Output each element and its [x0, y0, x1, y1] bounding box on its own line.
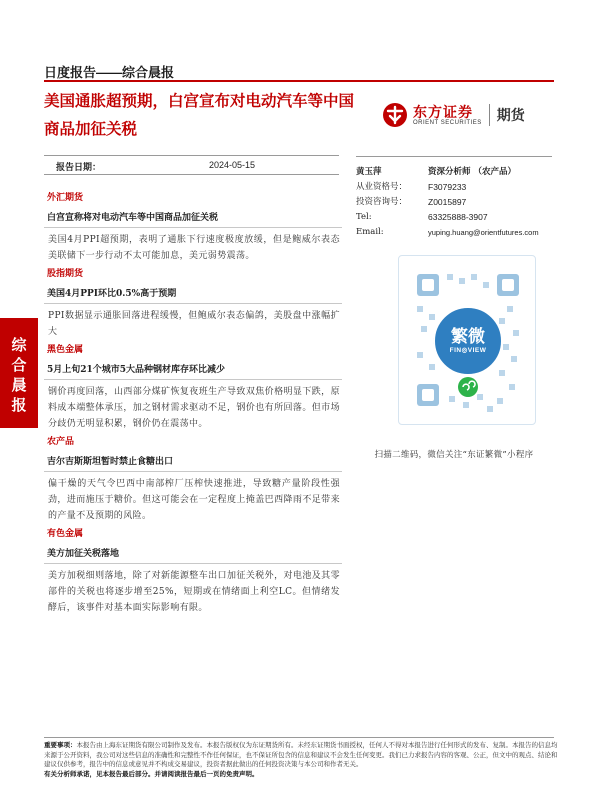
tel-value: 63325888-3907: [428, 212, 488, 222]
license-value: F3079233: [428, 182, 467, 192]
section-body: 美国4月PPI超预期，表明了通胀下行速度极度放缓，但是鲍威尔表态美联储下一步行动不太可能加息，美元弱势震荡。: [48, 235, 340, 261]
consult-label: 投资咨询号：: [356, 197, 408, 207]
qr-caption: 扫描二维码，微信关注“东证繁微”小程序: [374, 450, 534, 460]
section-headline: 5月上旬21个城市5大品种钢材库存环比减少: [47, 365, 226, 375]
report-type: 日度报告——综合晨报: [44, 65, 175, 80]
disclaimer-label: 重要事项：: [44, 741, 77, 749]
brand-name-en: ORIENT SECURITIES: [413, 120, 482, 126]
section-category: 股指期货: [47, 268, 84, 278]
section-nonferrous: [44, 526, 342, 616]
disclaimer-text: 本报告由上海东证期货有限公司制作及发布。本报告版权仅为东证期货所有。未经东证期货书面授权，任何人不得对本报告进行任何形式的发布、复制。本报告的信息均来源于公开资料，我公司对这些信息的准确性和完整性不作任何保证，也不保证所包含的信息和建议不会发生任何变更。我们已力求报告内容的客观、公正，但文中的观点、结论和建议仅供参考，报告中的信息或意见并不构成交易建议，投资者据此做出的任何投资决策与本公司和作者无关。: [44, 741, 558, 768]
header-divider: [44, 80, 554, 82]
brand-name-cn: 东方证券: [413, 104, 473, 120]
logo-divider: [489, 104, 490, 126]
section-category: 有色金属: [47, 528, 84, 538]
brand-division: 期货: [496, 107, 525, 123]
analyst-title: 资深分析师 （农产品）: [428, 167, 516, 177]
section-headline: 白宫宣称将对电动汽车等中国商品加征关税: [47, 213, 219, 223]
report-date-value: 2024-05-15: [209, 160, 256, 170]
email-link[interactable]: yuping.huang@orientfutures.com: [428, 228, 539, 237]
report-title: 美国通胀超预期，白宫宣布对电动汽车等中国商品加征关税: [44, 93, 355, 138]
analyst-card: [356, 165, 552, 240]
section-category: 外汇期货: [47, 192, 84, 202]
tel-label: Tel:: [356, 212, 372, 222]
section-divider: [44, 227, 342, 228]
analyst-divider: [356, 156, 552, 157]
section-body: 偏干燥的天气令巴西中南部榨厂压榨快速推进，导致糖产量阶段性强劲，进而施压于糖价。但这可能会在一定程度上掩盖巴西降雨不足带来的产量不及预期的风险。: [48, 479, 340, 521]
market-sections: [44, 190, 342, 618]
analyst-name: 黄玉萍: [356, 167, 382, 177]
qr-brand-en: FIN◎VIEW: [449, 347, 487, 354]
section-headline: 美方加征关税落地: [47, 549, 120, 559]
report-date-label: 报告日期：: [56, 163, 102, 173]
disclaimer: [44, 741, 559, 779]
email-label: Email:: [356, 227, 384, 237]
section-divider: [44, 563, 342, 564]
brand-logo: [382, 100, 534, 130]
section-divider: [44, 471, 342, 472]
footer-divider: [44, 737, 554, 738]
section-divider: [44, 379, 342, 380]
section-body: 钢价再度回落，山西部分煤矿恢复夜班生产导致双焦价格明显下跌，原料成本端整体承压，加之钢材需求驱动不足，钢价也有所回落。但市场分歧仍无明显积累，钢价仍在震荡中。: [48, 387, 340, 429]
disclaimer-note: 有关分析师承诺，见本报告最后部分。并请阅读报告最后一页的免责声明。: [44, 769, 259, 778]
section-category: 农产品: [47, 436, 75, 446]
report-date-row: [44, 155, 339, 175]
section-fx: [44, 190, 342, 264]
section-ferrous: [44, 342, 342, 432]
section-index-futures: [44, 266, 342, 340]
section-agri: [44, 434, 342, 524]
section-divider: [44, 303, 342, 304]
section-category: 黑色金属: [47, 344, 84, 354]
qr-code[interactable]: [398, 255, 536, 425]
section-body: 美方加税细则落地，除了对新能源整车出口加征关税外，对电池及其零部件的关税也将逐步增至25%，短期或在情绪面上利空LC。但情绪发酵后，该事件对基本面实际影响有限。: [48, 571, 340, 613]
section-body: PPI数据显示通胀回落进程缓慢，但鲍威尔表态偏鸽，美股盘中涨幅扩大: [48, 311, 340, 337]
qr-brand-cn: 繁微: [451, 327, 485, 346]
consult-value: Z0015897: [428, 197, 467, 207]
license-label: 从业资格号：: [356, 182, 408, 192]
orient-logo-icon: [382, 102, 408, 128]
side-tab-label: 综合晨报: [11, 337, 27, 414]
section-headline: 美国4月PPI环比0.5%高于预期: [47, 289, 177, 299]
section-headline: 吉尔吉斯斯坦暂时禁止食糖出口: [47, 457, 174, 467]
